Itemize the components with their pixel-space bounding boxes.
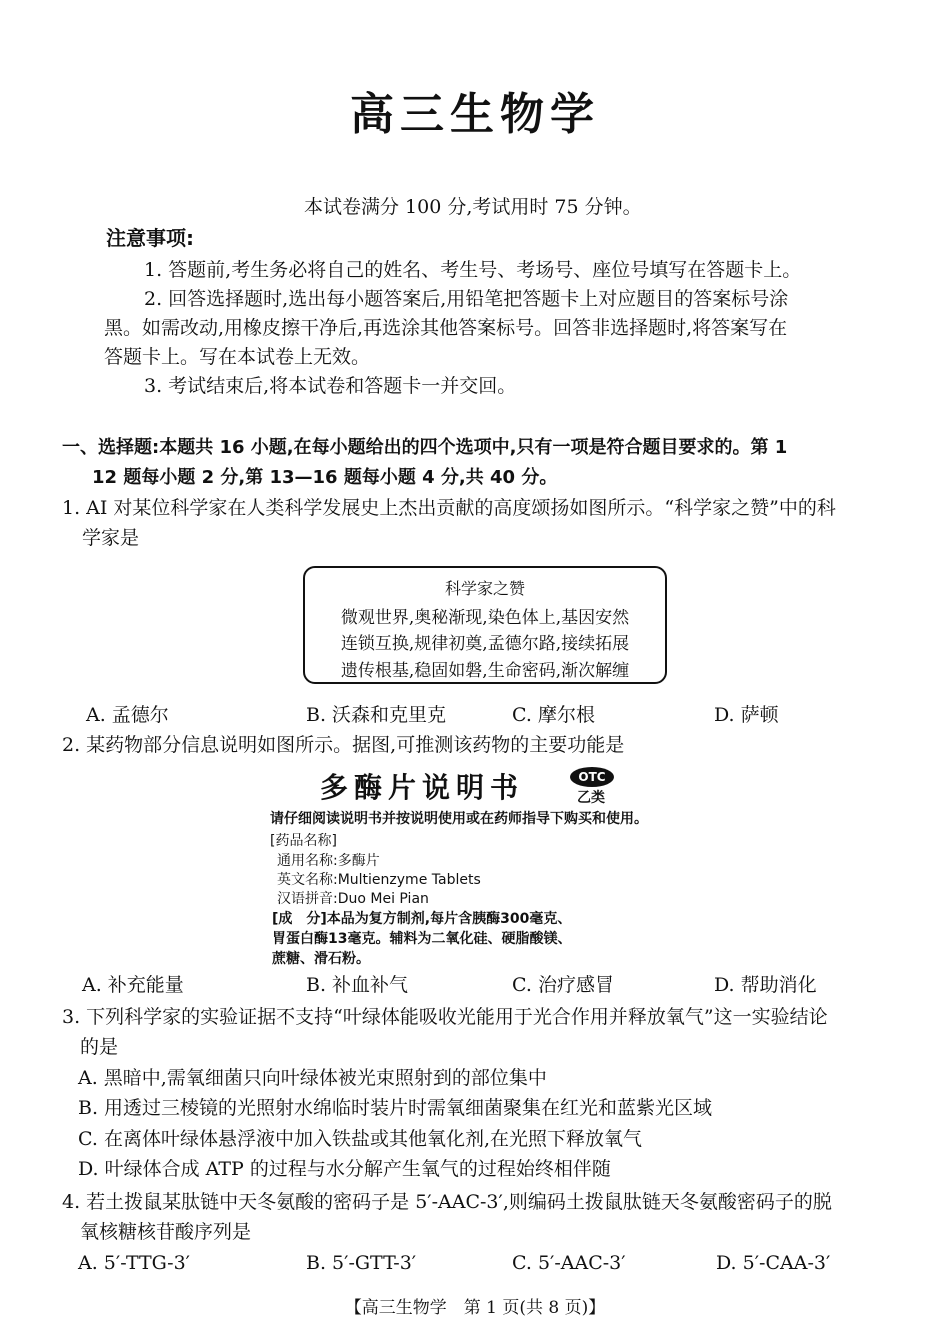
scientist-praise-box: [303, 566, 667, 684]
notice-heading: 注意事项:: [106, 226, 194, 250]
section-heading-cont: 12 题每小题 2 分,第 13—16 题每小题 4 分,共 40 分。: [92, 467, 558, 488]
question-4-stem-cont: 氧核糖核苷酸序列是: [80, 1221, 252, 1243]
q2-option-b: B. 补血补气: [306, 974, 409, 996]
question-2-stem: 2. 某药物部分信息说明如图所示。据图,可推测该药物的主要功能是: [62, 734, 625, 756]
question-1-stem: 1. AI 对某位科学家在人类科学发展史上杰出贡献的高度颂扬如图所示。“科学家之赞”中的科: [62, 497, 836, 519]
q4-option-d: D. 5′-CAA-3′: [716, 1252, 831, 1274]
drug-ingredients: [成 分]本品为复方制剂,每片含胰酶300毫克、: [272, 911, 572, 927]
q1-option-a: A. 孟德尔: [86, 704, 169, 726]
question-3-stem: 3. 下列科学家的实验证据不支持“叶绿体能吸收光能用于光合作用并释放氧气”这一实验结论: [62, 1006, 828, 1028]
box-line: 微观世界,奥秘渐现,染色体上,基因安然: [340, 608, 630, 628]
drug-line: 通用名称:多酶片: [277, 853, 380, 869]
drug-section: [药品名称]: [270, 833, 337, 849]
exam-intro: 本试卷满分 100 分,考试用时 75 分钟。: [304, 196, 642, 218]
notice-line: 2. 回答选择题时,选出每小题答案后,用铅笔把答题卡上对应题目的答案标号涂: [144, 288, 789, 310]
drug-ingredients-cont: 蔗糖、滑石粉。: [272, 951, 370, 967]
page-title: 高三生物学: [350, 89, 600, 140]
q1-option-b: B. 沃森和克里克: [306, 704, 447, 726]
question-1-stem-cont: 学家是: [82, 527, 140, 549]
q3-option-b: B. 用透过三棱镜的光照射水绵临时装片时需氧细菌聚集在红光和蓝紫光区域: [78, 1097, 713, 1119]
drug-line: 汉语拼音:Duo Mei Pian: [277, 891, 429, 907]
q2-option-c: C. 治疗感冒: [512, 974, 614, 996]
drug-note: 请仔细阅读说明书并按说明使用或在药师指导下购买和使用。: [270, 811, 648, 827]
notice-line: 答题卡上。写在本试卷上无效。: [104, 346, 371, 368]
q4-option-b: B. 5′-GTT-3′: [306, 1252, 417, 1274]
otc-class: 乙类: [577, 790, 605, 806]
question-3-stem-cont: 的是: [80, 1036, 119, 1058]
drug-leaflet-title: 多酶片说明书: [320, 771, 525, 804]
drug-ingredients-cont: 胃蛋白酶13毫克。辅料为二氧化硅、硬脂酸镁、: [272, 931, 572, 947]
drug-line: 英文名称:Multienzyme Tablets: [277, 872, 481, 888]
q2-option-d: D. 帮助消化: [714, 974, 817, 996]
notice-line: 3. 考试结束后,将本试卷和答题卡一并交回。: [144, 375, 517, 397]
otc-badge: OTC: [570, 767, 614, 787]
page-footer: 【高三生物学 第 1 页(共 8 页)】: [344, 1298, 606, 1318]
notice-line: 1. 答题前,考生务必将自己的姓名、考生号、考场号、座位号填写在答题卡上。: [144, 259, 802, 281]
box-title: 科学家之赞: [444, 579, 525, 598]
q4-option-a: A. 5′-TTG-3′: [78, 1252, 190, 1274]
q3-option-d: D. 叶绿体合成 ATP 的过程与水分解产生氧气的过程始终相伴随: [78, 1158, 611, 1180]
section-heading: 一、选择题:本题共 16 小题,在每小题给出的四个选项中,只有一项是符合题目要求的。第 1: [62, 437, 788, 458]
q3-option-c: C. 在离体叶绿体悬浮液中加入铁盐或其他氧化剂,在光照下释放氧气: [78, 1128, 642, 1150]
q3-option-a: A. 黑暗中,需氧细菌只向叶绿体被光束照射到的部位集中: [78, 1067, 547, 1089]
box-line: 连锁互换,规律初奠,孟德尔路,接续拓展: [340, 634, 630, 654]
notice-line: 黑。如需改动,用橡皮擦干净后,再选涂其他答案标号。回答非选择题时,将答案写在: [104, 317, 788, 339]
question-4-stem: 4. 若土拨鼠某肽链中天冬氨酸的密码子是 5′-AAC-3′,则编码土拨鼠肽链天冬氨酸密码子的脱: [62, 1191, 832, 1213]
box-line: 遗传根基,稳固如磐,生命密码,渐次解缠: [340, 661, 630, 681]
q1-option-c: C. 摩尔根: [512, 704, 595, 726]
q4-option-c: C. 5′-AAC-3′: [512, 1252, 626, 1274]
q1-option-d: D. 萨顿: [714, 704, 779, 726]
q2-option-a: A. 补充能量: [82, 974, 184, 996]
